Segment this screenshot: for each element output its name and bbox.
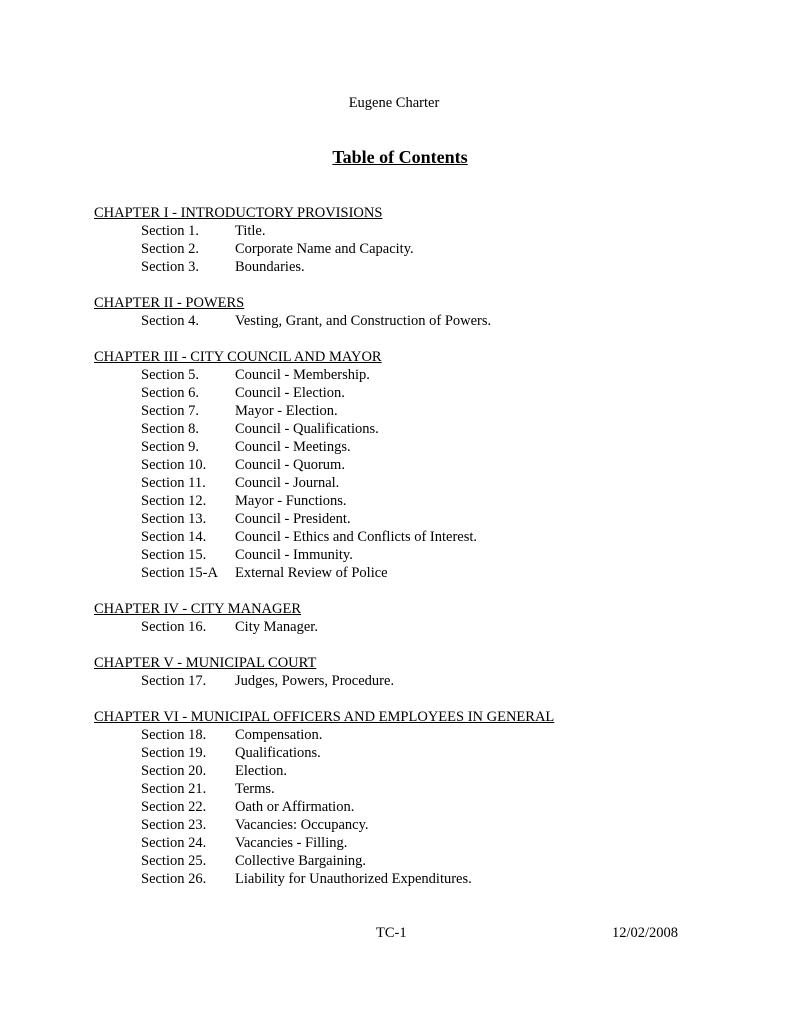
- chapter-heading: CHAPTER II - POWERS: [94, 295, 245, 311]
- section-number: Section 3.: [141, 259, 199, 275]
- footer-page-number: TC-1: [376, 925, 407, 941]
- section-title: Vesting, Grant, and Construction of Powers.: [235, 313, 492, 329]
- toc-entry: [94, 240, 754, 258]
- section-title: Qualifications.: [235, 745, 321, 761]
- section-number: Section 7.: [141, 403, 199, 419]
- section-title: Election.: [235, 763, 287, 779]
- section-number: Section 2.: [141, 241, 199, 257]
- section-title: Vacancies: Occupancy.: [235, 817, 369, 833]
- chapter-heading: CHAPTER IV - CITY MANAGER: [94, 601, 302, 617]
- section-title: External Review of Police: [235, 565, 388, 581]
- toc-entry: [94, 366, 754, 384]
- section-title: Mayor - Functions.: [235, 493, 347, 509]
- toc-entry: [94, 564, 754, 582]
- chapter-heading: CHAPTER III - CITY COUNCIL AND MAYOR: [94, 349, 382, 365]
- section-title: Council - Qualifications.: [235, 421, 379, 437]
- toc-entry: [94, 420, 754, 438]
- section-number: Section 20.: [141, 763, 207, 779]
- section-number: Section 11.: [141, 475, 206, 491]
- toc-entry: [94, 852, 754, 870]
- running-header: Eugene Charter: [348, 95, 440, 111]
- section-title: Council - President.: [235, 511, 351, 527]
- section-number: Section 10.: [141, 457, 207, 473]
- section-title: Boundaries.: [235, 259, 305, 275]
- section-title: Liability for Unauthorized Expenditures.: [235, 871, 472, 887]
- section-number: Section 12.: [141, 493, 207, 509]
- toc-entry: [94, 870, 754, 888]
- section-number: Section 26.: [141, 871, 207, 887]
- toc-entry: [94, 474, 754, 492]
- section-title: Compensation.: [235, 727, 323, 743]
- section-title: Collective Bargaining.: [235, 853, 367, 869]
- toc-entry: [94, 726, 754, 744]
- section-number: Section 5.: [141, 367, 199, 383]
- section-number: Section 14.: [141, 529, 207, 545]
- section-title: Mayor - Election.: [235, 403, 338, 419]
- section-number: Section 6.: [141, 385, 199, 401]
- section-number: Section 24.: [141, 835, 207, 851]
- section-number: Section 15-A: [141, 565, 218, 581]
- section-number: Section 15.: [141, 547, 207, 563]
- section-number: Section 9.: [141, 439, 199, 455]
- section-title: City Manager.: [235, 619, 318, 635]
- toc-entry: [94, 618, 754, 636]
- section-number: Section 22.: [141, 799, 207, 815]
- section-number: Section 21.: [141, 781, 207, 797]
- section-title: Terms.: [235, 781, 275, 797]
- toc-entry: [94, 438, 754, 456]
- toc-entry: [94, 780, 754, 798]
- toc-entry: [94, 834, 754, 852]
- footer-date: 12/02/2008: [612, 925, 679, 941]
- section-title: Oath or Affirmation.: [235, 799, 355, 815]
- chapter-heading: CHAPTER I - INTRODUCTORY PROVISIONS: [94, 205, 383, 221]
- toc-entry: [94, 546, 754, 564]
- toc-entry: [94, 798, 754, 816]
- section-title: Judges, Powers, Procedure.: [235, 673, 395, 689]
- toc-entry: [94, 672, 754, 690]
- toc-entry: [94, 492, 754, 510]
- section-number: Section 13.: [141, 511, 207, 527]
- section-title: Council - Election.: [235, 385, 345, 401]
- table-of-contents: [94, 204, 754, 906]
- chapter-heading: CHAPTER VI - MUNICIPAL OFFICERS AND EMPLOYEES IN GENERAL: [94, 709, 555, 725]
- section-number: Section 1.: [141, 223, 199, 239]
- section-title: Council - Ethics and Conflicts of Interest.: [235, 529, 478, 545]
- section-number: Section 19.: [141, 745, 207, 761]
- page-footer: [0, 925, 800, 945]
- toc-entry: [94, 456, 754, 474]
- chapter-block: [94, 204, 754, 276]
- section-number: Section 16.: [141, 619, 207, 635]
- section-title: Vacancies - Filling.: [235, 835, 348, 851]
- toc-entry: [94, 744, 754, 762]
- section-title: Council - Quorum.: [235, 457, 345, 473]
- section-title: Council - Immunity.: [235, 547, 353, 563]
- section-number: Section 18.: [141, 727, 207, 743]
- toc-entry: [94, 222, 754, 240]
- section-number: Section 23.: [141, 817, 207, 833]
- section-number: Section 8.: [141, 421, 199, 437]
- section-title: Council - Journal.: [235, 475, 340, 491]
- section-number: Section 4.: [141, 313, 199, 329]
- section-title: Corporate Name and Capacity.: [235, 241, 414, 257]
- toc-entry: [94, 402, 754, 420]
- chapter-block: [94, 348, 754, 582]
- page-title: Table of Contents: [332, 147, 468, 167]
- toc-entry: [94, 528, 754, 546]
- toc-entry: [94, 312, 754, 330]
- section-number: Section 25.: [141, 853, 207, 869]
- toc-entry: [94, 762, 754, 780]
- toc-entry: [94, 816, 754, 834]
- chapter-block: [94, 654, 754, 690]
- chapter-block: [94, 600, 754, 636]
- toc-entry: [94, 510, 754, 528]
- section-title: Council - Meetings.: [235, 439, 351, 455]
- chapter-block: [94, 294, 754, 330]
- section-title: Title.: [235, 223, 266, 239]
- chapter-block: [94, 708, 754, 888]
- toc-entry: [94, 384, 754, 402]
- section-title: Council - Membership.: [235, 367, 370, 383]
- chapter-heading: CHAPTER V - MUNICIPAL COURT: [94, 655, 317, 671]
- toc-entry: [94, 258, 754, 276]
- section-number: Section 17.: [141, 673, 207, 689]
